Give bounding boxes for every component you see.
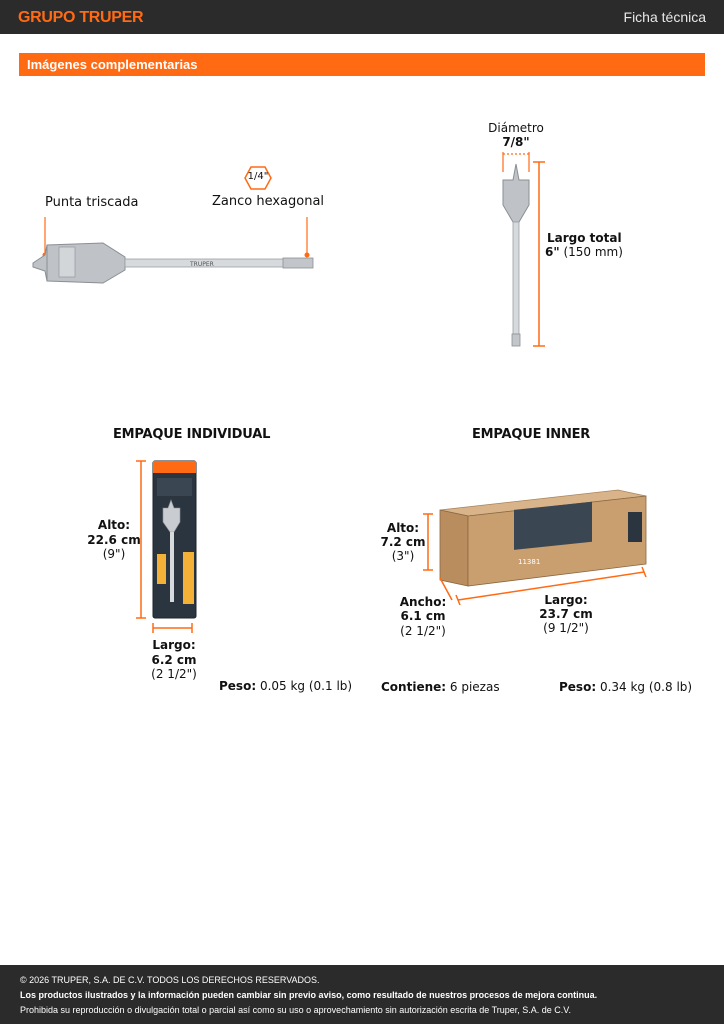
- footer-notice: Los productos ilustrados y la información pueden cambiar sin previo aviso, como resultado de nuestros procesos de mejora continua.: [20, 990, 598, 1000]
- inner-box-illustration: [418, 484, 654, 610]
- individual-pack-illustration: [132, 456, 204, 636]
- individual-pack-title: EMPAQUE INDIVIDUAL: [113, 427, 271, 442]
- individual-weight-label: Peso:: [219, 679, 257, 693]
- label-tip: Punta triscada: [45, 195, 139, 210]
- section-title: Imágenes complementarias: [27, 57, 198, 72]
- inner-weight: [559, 680, 692, 694]
- top-bar: [0, 0, 724, 34]
- inner-length-cm: 23.7 cm: [539, 607, 593, 621]
- inner-weight-label: Peso:: [559, 680, 597, 694]
- bit-brand-mark: TRUPER: [190, 261, 214, 268]
- individual-height-cm: 22.6 cm: [87, 533, 141, 547]
- footer: [0, 965, 724, 1024]
- inner-height-cm: 7.2 cm: [380, 535, 426, 549]
- individual-length-cm: 6.2 cm: [151, 653, 197, 667]
- inner-length-label: Largo:: [544, 593, 588, 607]
- length-metric: (150 mm): [563, 245, 623, 259]
- footer-copyright: © 2026 TRUPER, S.A. DE C.V. TODOS LOS DERECHOS RESERVADOS.: [20, 975, 320, 985]
- footer-prohibition: Prohibida su reproducción o divulgación total o parcial así como su uso o aprovechamiento sin autorización escrita de Truper, S.A. de C.V.: [20, 1005, 571, 1015]
- length-values: [545, 245, 623, 259]
- document-type: Ficha técnica: [623, 9, 706, 25]
- inner-contains: [381, 680, 500, 694]
- label-shank: Zanco hexagonal: [212, 194, 325, 209]
- individual-height-in: (9"): [102, 547, 126, 561]
- inner-width-in: (2 1/2"): [400, 624, 446, 638]
- inner-height-in: (3"): [391, 549, 415, 563]
- length-value: 6": [545, 245, 560, 259]
- individual-height-label: Alto:: [97, 518, 131, 532]
- inner-box-code: 11381: [518, 558, 541, 566]
- inner-height-label: Alto:: [386, 521, 420, 535]
- section-bar: [19, 53, 705, 76]
- individual-weight-value: 0.05 kg (0.1 lb): [259, 679, 353, 693]
- inner-contains-value: 6 piezas: [449, 680, 500, 694]
- diameter-value: 7/8": [502, 135, 530, 149]
- individual-length-in: (2 1/2"): [151, 667, 197, 681]
- hex-size-badge: [244, 166, 272, 190]
- hex-size-value: 1/4": [247, 171, 269, 182]
- individual-weight: [219, 679, 352, 693]
- individual-length-label: Largo:: [152, 638, 196, 652]
- inner-weight-value: 0.34 kg (0.8 lb): [599, 680, 693, 694]
- brand-logo: GRUPO TRUPER: [18, 9, 144, 26]
- length-label: Largo total: [547, 231, 622, 245]
- inner-pack-title: EMPAQUE INNER: [472, 427, 591, 442]
- inner-width-label: Ancho:: [399, 595, 447, 609]
- bit-side-illustration: [25, 205, 325, 285]
- inner-length-in: (9 1/2"): [543, 621, 589, 635]
- diameter-label: Diámetro: [488, 121, 544, 135]
- inner-width-cm: 6.1 cm: [400, 609, 446, 623]
- inner-contains-label: Contiene:: [381, 680, 447, 694]
